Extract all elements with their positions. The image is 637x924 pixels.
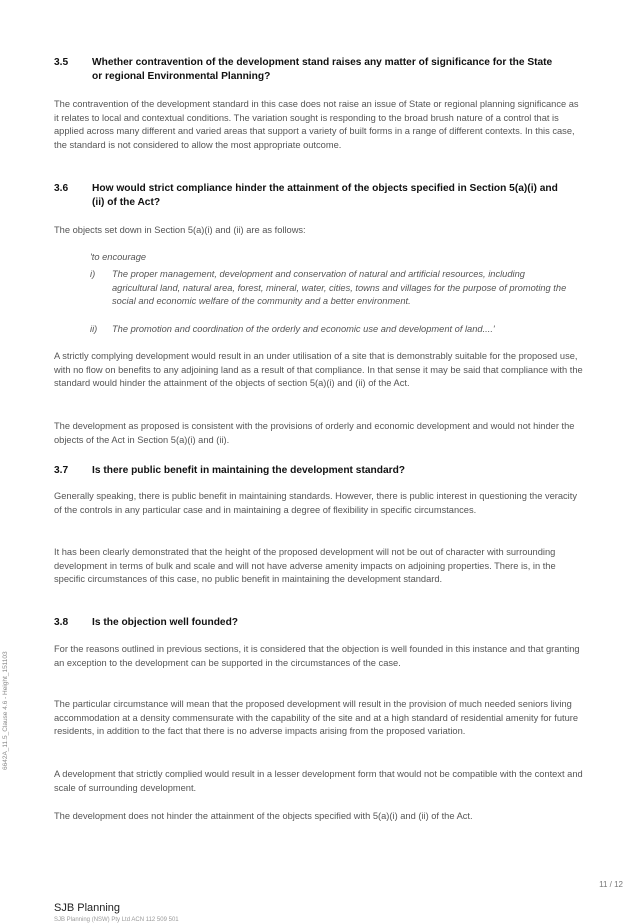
quote-item-text: The promotion and coordination of the orderly and economic use and development of land....' xyxy=(112,324,495,334)
quote-item xyxy=(90,323,570,337)
section-number: 3.6 xyxy=(54,183,69,194)
section-title: Whether contravention of the development stand raises any matter of significance for the State or regional Environmental Planning? xyxy=(92,57,553,82)
paragraph: The development does not hinder the attainment of the objects specified with 5(a)(i) and (ii) of the Act. xyxy=(54,811,473,821)
quote-item-text: The proper management, development and conservation of natural and artificial resources, including agricultural land, natural area, forest, mineral, water, cities, towns and villages for the purpose of promoting the social and economic welfare of the community and a better environment. xyxy=(112,269,567,307)
section-heading-3-7 xyxy=(54,464,562,478)
quote-lead: 'to encourage xyxy=(90,252,147,262)
paragraph: The contravention of the development standard in this case does not raise an issue of State or regional planning significance as it relates to local and contextual conditions. The variation sought is responding to the broad brush nature of a control that is applied across many different and varied areas that support a variety of built forms in a range of different contexts. In this case, the standard is not considered to allow the most appropriate outcome. xyxy=(54,99,579,151)
section-number: 3.7 xyxy=(54,465,69,476)
page-number: 11 / 12 xyxy=(599,880,623,889)
quote-item-marker: ii) xyxy=(90,324,98,334)
section-heading-3-8 xyxy=(54,616,562,630)
paragraph: The particular circumstance will mean that the proposed development will result in the provision of much needed seniors living accommodation at a density commensurate with the capability of the site and at a high standard of residential amenity for future residents, in addition to the fact that there is no adverse impacts arising from the proposed variation. xyxy=(54,699,579,737)
section-number: 3.5 xyxy=(54,57,69,68)
paragraph: The objects set down in Section 5(a)(i) and (ii) are as follows: xyxy=(54,225,306,235)
paragraph: The development as proposed is consistent with the provisions of orderly and economic development and would not hinder the objects of the Act in Section 5(a)(i) and (ii). xyxy=(54,421,575,445)
footer-organisation: SJB Planning xyxy=(54,902,121,914)
section-title: Is there public benefit in maintaining the development standard? xyxy=(92,465,406,476)
quote-item xyxy=(90,268,570,309)
footer-company-details: SJB Planning (NSW) Pty Ltd ACN 112 509 501 xyxy=(54,917,179,923)
paragraph: It has been clearly demonstrated that the height of the proposed development will not be out of character with surrounding development in terms of bulk and scale and will not have adverse amenity impacts on adjoining properties. There is, in the specific circumstances of this case, no public benefit in maintaining the development standard. xyxy=(54,547,556,585)
section-heading-3-5 xyxy=(54,56,562,83)
paragraph: Generally speaking, there is public benefit in maintaining standards. However, there is public interest in questioning the veracity of the controls in any particular case and in maintaining a degree of flexibility in specific circumstances. xyxy=(54,491,577,515)
quote-item-marker: i) xyxy=(90,269,96,279)
paragraph: A development that strictly complied would result in a lesser development form that would not be compatible with the context and scale of surrounding development. xyxy=(54,769,583,793)
paragraph: For the reasons outlined in previous sections, it is considered that the objection is well founded in this instance and that granting an exception to the development can be supported in the circumstances of the case. xyxy=(54,644,580,668)
section-heading-3-6 xyxy=(54,182,562,209)
section-number: 3.8 xyxy=(54,617,69,628)
section-title: How would strict compliance hinder the attainment of the objects specified in Section 5(a)(i) and (ii) of the Act? xyxy=(92,183,558,208)
paragraph: A strictly complying development would result in an under utilisation of a site that is demonstrably suitable for the proposed use, with no flow on benefits to any adjoining land as a result of that compliance. In that sense it may be said that compliance with the standard would hinder the attainment of the objects of section 5(a)(i) and (ii) of the Act. xyxy=(54,351,583,389)
document-reference: 6642A_11.5_Clause 4.6 - Height_151103 xyxy=(2,651,9,770)
section-title: Is the objection well founded? xyxy=(92,617,239,628)
